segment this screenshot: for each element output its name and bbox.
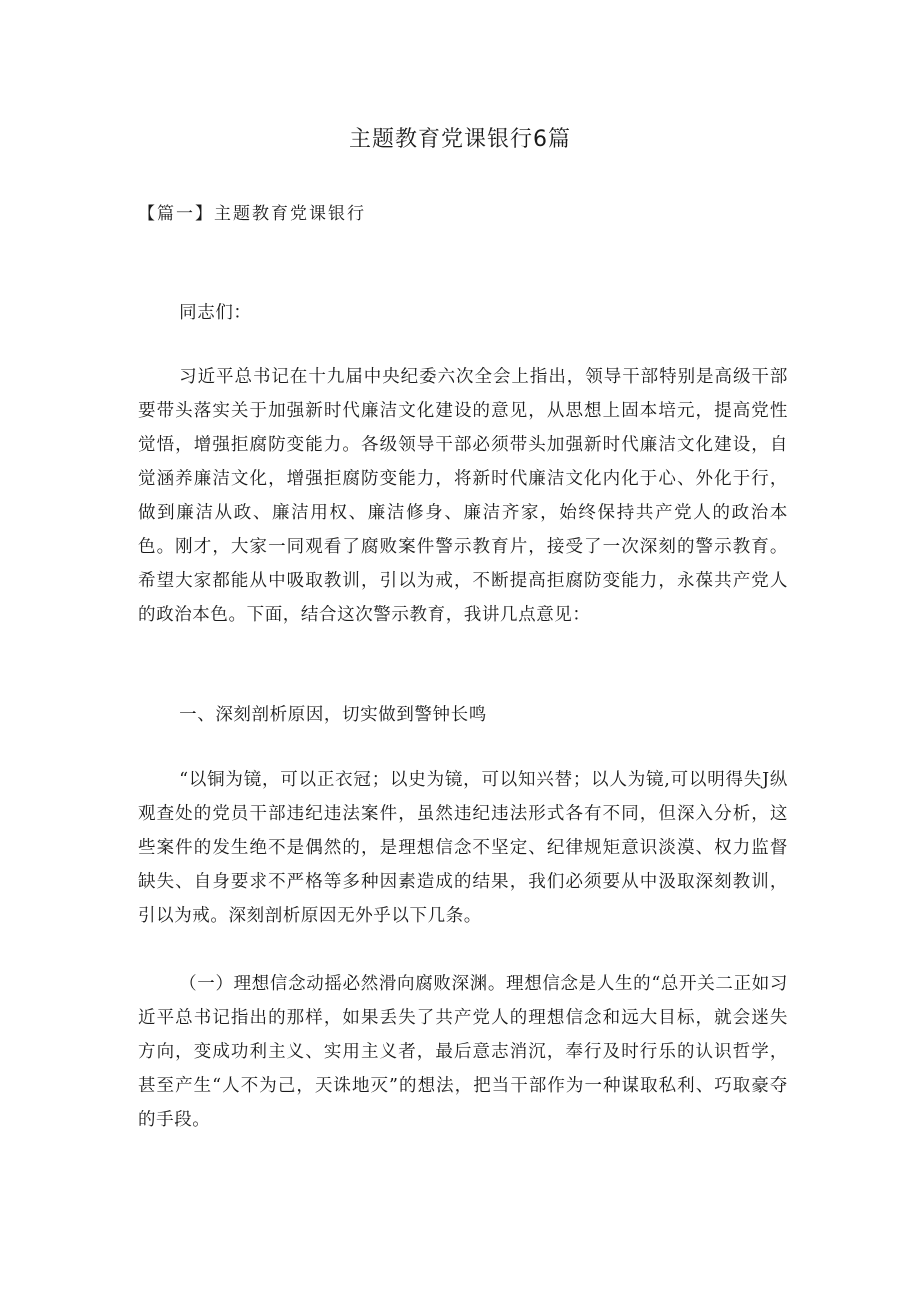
- greeting: 同志们：: [179, 303, 252, 323]
- page-title: 主题教育党课银行6篇: [349, 127, 571, 152]
- paragraph: （一）理想信念动摇必然滑向腐败深渊。理想信念是人生的“总开关二正如习近平总书记指出的那样，如果丢失了共产党人的理想信念和远大目标，就会迷失方向，变成功利主义、实用主义者，最后意志消沉，奉行及时行乐的认识哲学，甚至产生“人不为己，天诛地灭”的想法，把当干部作为一种谋取私利、巧取豪夺的手段。: [138, 974, 788, 1130]
- subheading: 一、深刻剖析原因，切实做到警钟长鸣: [179, 705, 487, 725]
- paragraph: “以铜为镜，可以正衣冠；以史为镜，可以知兴替；以人为镜,可以明得失J纵观查处的党员干部违纪违法案件，虽然违纪违法形式各有不同，但深入分析，这些案件的发生绝不是偶然的，是理想信念不坚定、纪律规矩意识淡漠、权力监督缺失、自身要求不严格等多种因素造成的结果，我们必须要从中汲取深刻教训，引以为戒。深刻剖析原因无外乎以下几条。: [138, 770, 788, 926]
- section-heading: 【篇一】主题教育党课银行: [138, 204, 366, 224]
- paragraph: 习近平总书记在十九届中央纪委六次全会上指出，领导干部特别是高级干部要带头落实关于加强新时代廉洁文化建设的意见，从思想上固本培元，提高党性觉悟，增强拒腐防变能力。各级领导干部必须带头加强新时代廉洁文化建设，自觉涵养廉洁文化，增强拒腐防变能力，将新时代廉洁文化内化于心、外化于行，做到廉洁从政、廉洁用权、廉洁修身、廉洁齐家，始终保持共产党人的政治本色。刚才，大家一同观看了腐败案件警示教育片，接受了一次深刻的警示教育。希望大家都能从中吸取教训，引以为戒，不断提高拒腐防变能力，永葆共产党人的政治本色。下面，结合这次警示教育，我讲几点意见：: [138, 367, 788, 625]
